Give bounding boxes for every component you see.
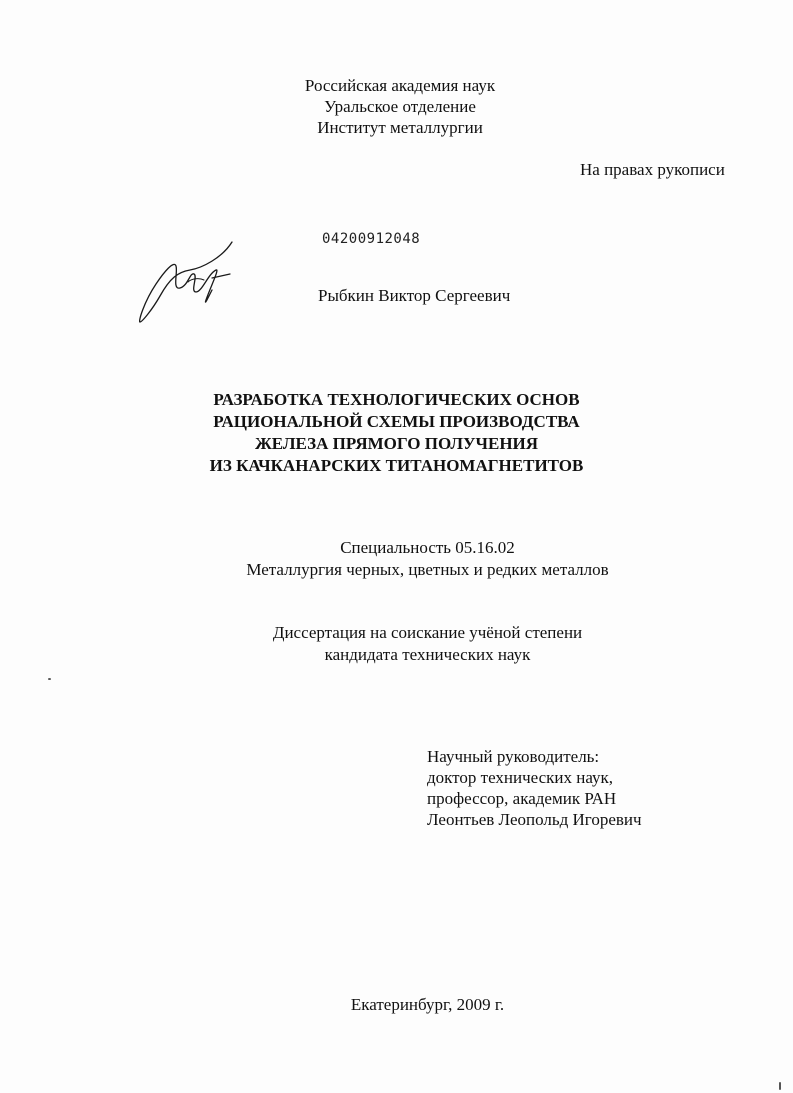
title-line: РАЗРАБОТКА ТЕХНОЛОГИЧЕСКИХ ОСНОВ	[213, 390, 580, 409]
specialty-name: Металлургия черных, цветных и редких металлов	[246, 560, 609, 579]
scan-speck	[48, 678, 51, 680]
specialty-block	[0, 537, 793, 581]
title-line: ИЗ КАЧКАНАРСКИХ ТИТАНОМАГНЕТИТОВ	[209, 456, 584, 475]
supervisor-name: Леонтьев Леопольд Игоревич	[427, 810, 642, 829]
org-line-institute: Институт металлургии	[317, 118, 483, 137]
supervisor-block	[427, 746, 642, 830]
manuscript-rights-note: На правах рукописи	[580, 160, 725, 179]
signature-icon	[130, 238, 240, 328]
org-line-academy: Российская академия наук	[304, 76, 496, 95]
organization-header	[250, 75, 550, 138]
supervisor-label: Научный руководитель:	[427, 747, 600, 766]
specialty-code: Специальность 05.16.02	[340, 538, 515, 557]
supervisor-degree: доктор технических наук,	[427, 768, 614, 787]
org-line-branch: Уральское отделение	[324, 97, 476, 116]
city-year: Екатеринбург, 2009 г.	[350, 995, 505, 1014]
degree-line-2: кандидата технических наук	[324, 645, 531, 664]
scan-speck	[779, 1082, 781, 1090]
dissertation-title	[0, 389, 793, 477]
registry-number: 04200912048	[322, 231, 421, 247]
author-name: Рыбкин Виктор Сергеевич	[318, 286, 511, 305]
supervisor-rank: профессор, академик РАН	[427, 789, 617, 808]
degree-line-1: Диссертация на соискание учёной степени	[272, 623, 583, 642]
title-line: РАЦИОНАЛЬНОЙ СХЕМЫ ПРОИЗВОДСТВА	[213, 412, 580, 431]
title-line: ЖЕЛЕЗА ПРЯМОГО ПОЛУЧЕНИЯ	[254, 434, 539, 453]
degree-block	[0, 622, 793, 666]
